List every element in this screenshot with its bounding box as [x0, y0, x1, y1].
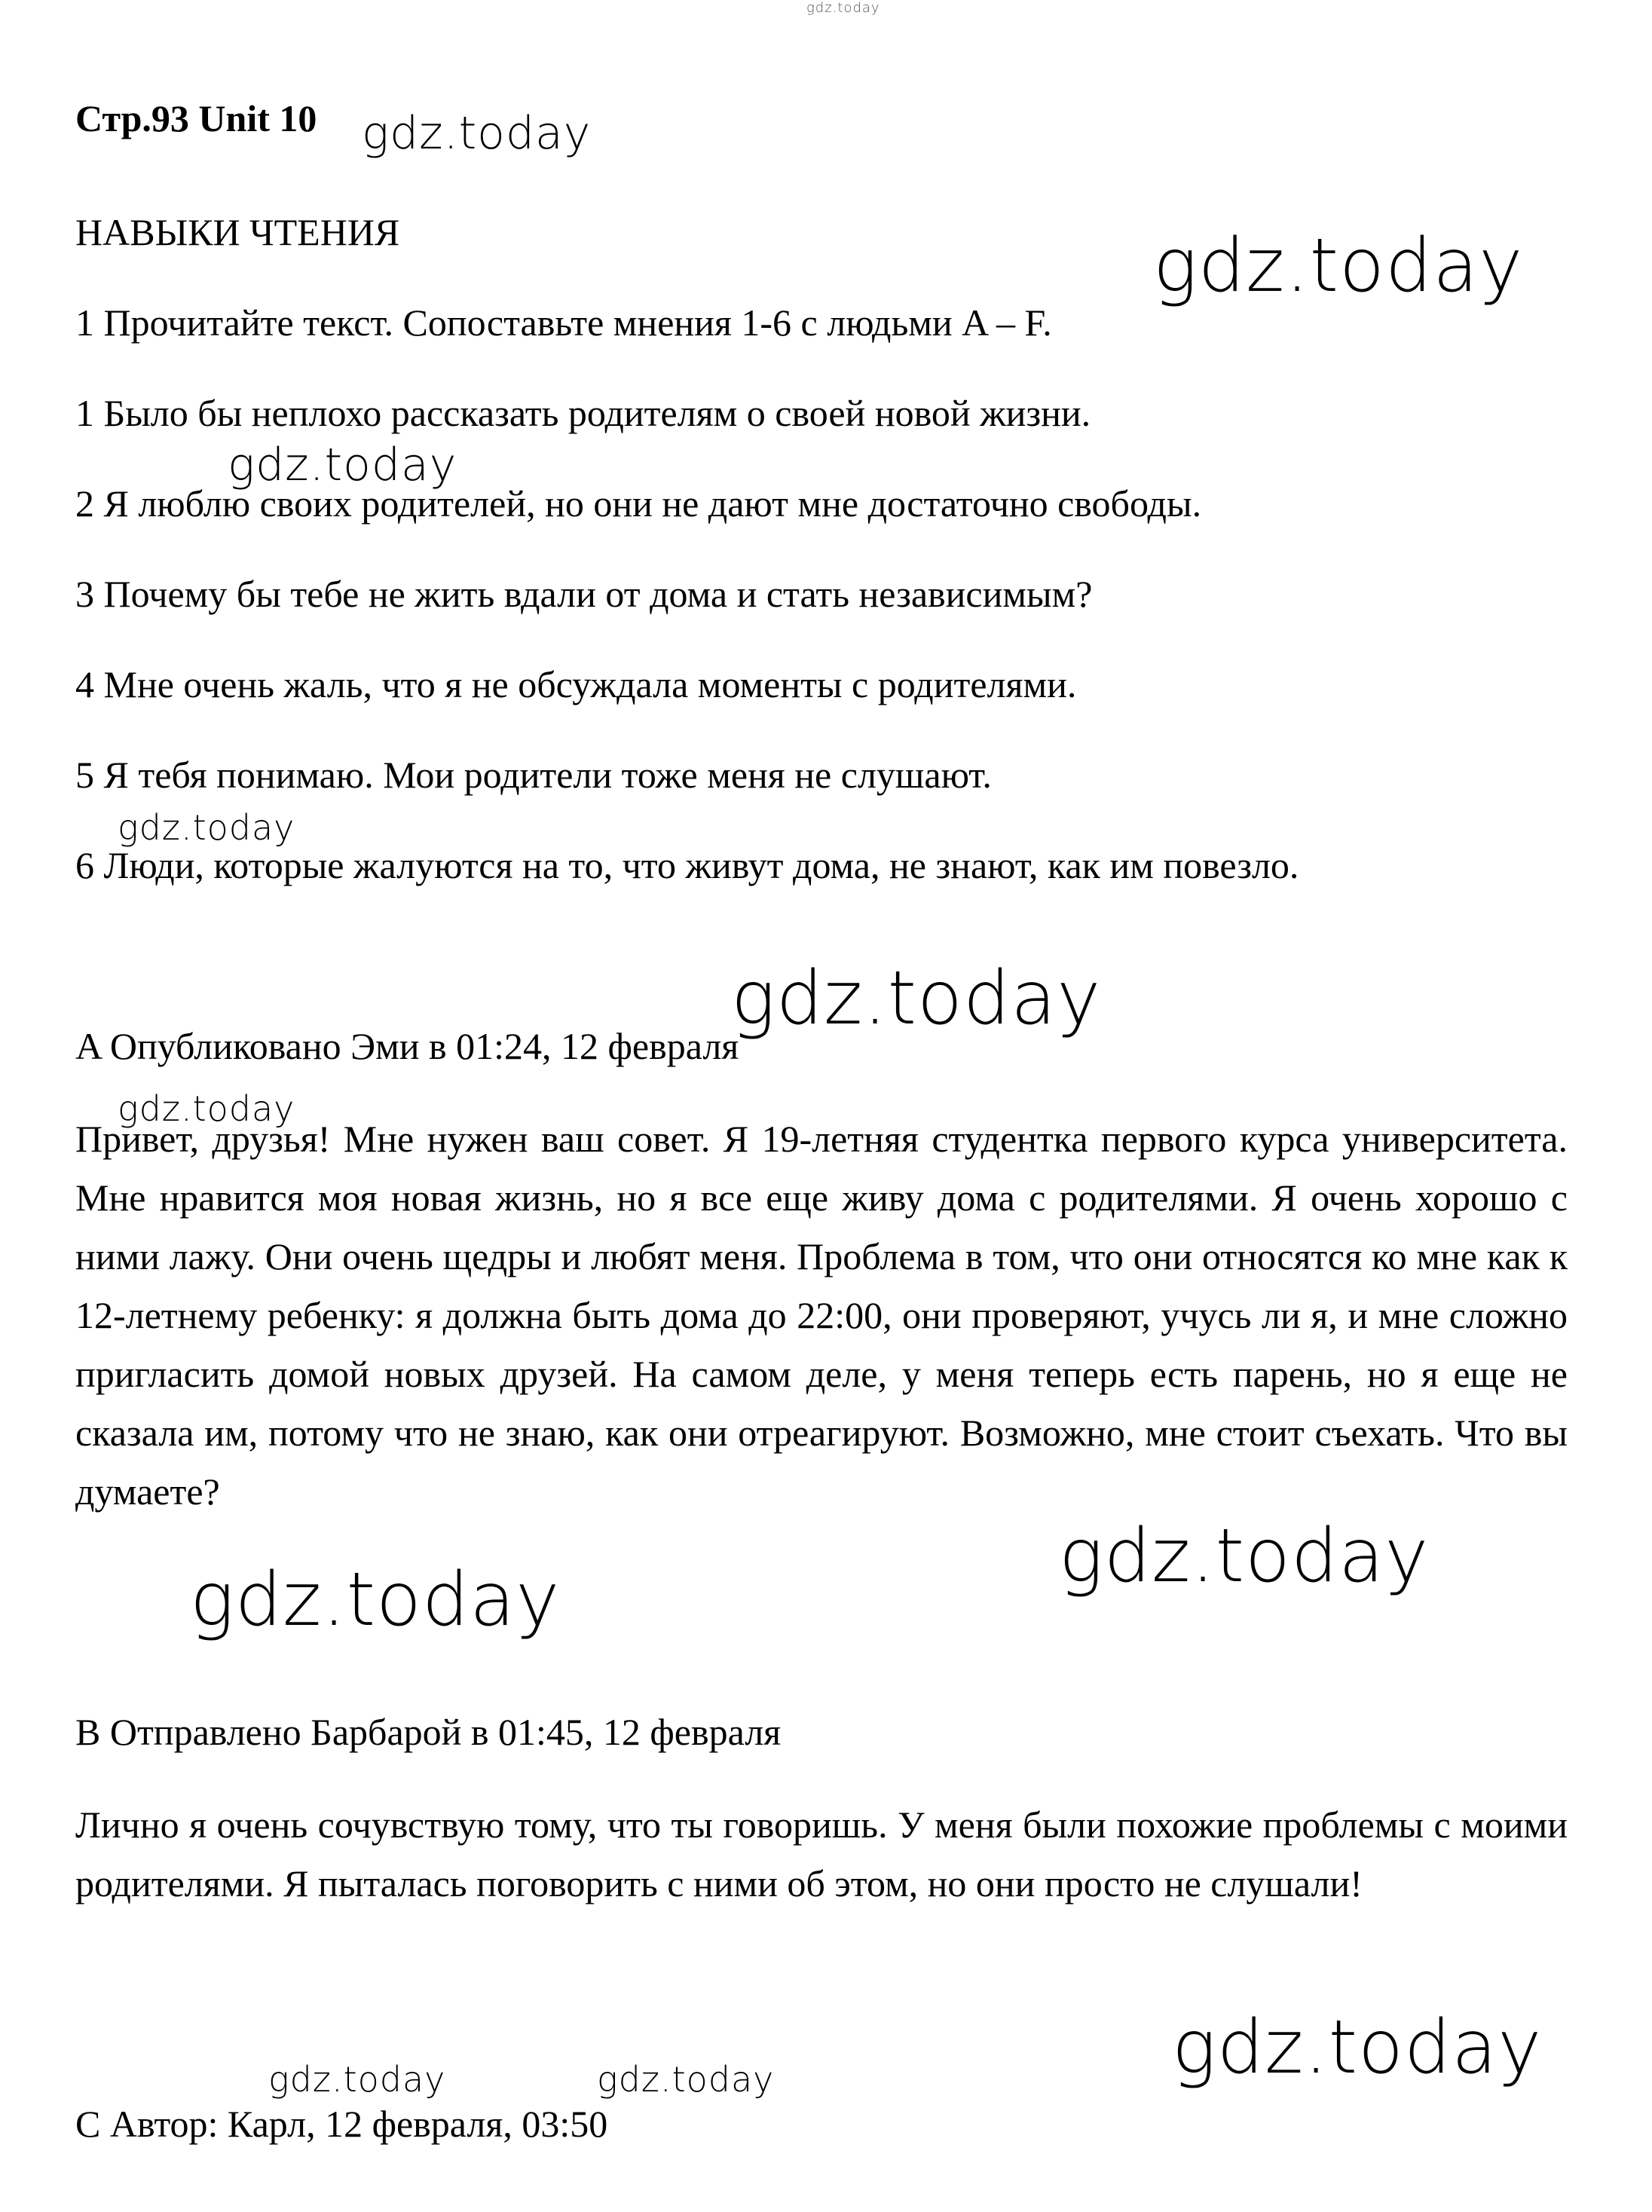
opinion-6: 6 Люди, которые жалуются на то, что живут дома, не знают, как им повезло. [75, 844, 1299, 886]
page-title: Стр.93 Unit 10 [75, 97, 317, 139]
watermark-post-a: gdz.today [118, 1088, 295, 1129]
post-c-heading: C Автор: Карл, 12 февраля, 03:50 [75, 2103, 608, 2145]
watermark-left: gdz.today [190, 1557, 561, 1643]
watermark-bottom-1: gdz.today [268, 2059, 446, 2100]
task-instruction: 1 Прочитайте текст. Сопоставьте мнения 1-6 с людьми A – F. [75, 301, 1052, 344]
opinion-2: 2 Я люблю своих родителей, но они не дают мне достаточно свободы. [75, 482, 1202, 525]
watermark-right-1: gdz.today [1153, 223, 1524, 309]
opinion-3: 3 Почему бы тебе не жить вдали от дома и стать независимым? [75, 573, 1093, 615]
watermark-right-2: gdz.today [1059, 1513, 1430, 1599]
opinion-4: 4 Мне очень жаль, что я не обсуждала моменты с родителями. [75, 663, 1077, 705]
opinion-5: 5 Я тебя понимаю. Мои родители тоже меня не слушают. [75, 754, 992, 796]
watermark-title: gdz.today [362, 107, 592, 160]
watermark-top: gdz.today [806, 0, 880, 16]
post-b-heading: B Отправлено Барбарой в 01:45, 12 февраля [75, 1711, 782, 1753]
post-a-heading: A Опубликовано Эми в 01:24, 12 февраля [75, 1025, 739, 1067]
post-b-body: Лично я очень сочувствую тому, что ты говоришь. У меня были похожие проблемы с моими родителями. Я пыталась поговорить с ними об этом, но они просто не слушали! [75, 1804, 1568, 1905]
watermark-bottom-2: gdz.today [597, 2059, 775, 2100]
watermark-right-3: gdz.today [1172, 2005, 1543, 2091]
watermark-opinion-2: gdz.today [228, 439, 457, 491]
watermark-opinion-6: gdz.today [118, 807, 295, 848]
opinion-1: 1 Было бы неплохо рассказать родителям о своей новой жизни. [75, 392, 1091, 434]
watermark-center: gdz.today [731, 956, 1102, 1042]
section-title: НАВЫКИ ЧТЕНИЯ [75, 211, 400, 253]
post-a-body: Привет, друзья! Мне нужен ваш совет. Я 19-летняя студентка первого курса университета. Мне нравится моя новая жизнь, но я все еще живу дома с родителями. Я очень хорошо с ними лажу. Они очень щедры и любят меня. Проблема в том, что они относятся ко мне как к 12-летнему ребенку: я должна быть дома до 22:00, они проверяют, учусь ли я, и мне сложно пригласить домой новых друзей. На самом деле, у меня теперь есть парень, но я еще не сказала им, потому что не знаю, как они отреагируют. Возможно, мне стоит съехать. Что вы думаете? [75, 1118, 1568, 1513]
